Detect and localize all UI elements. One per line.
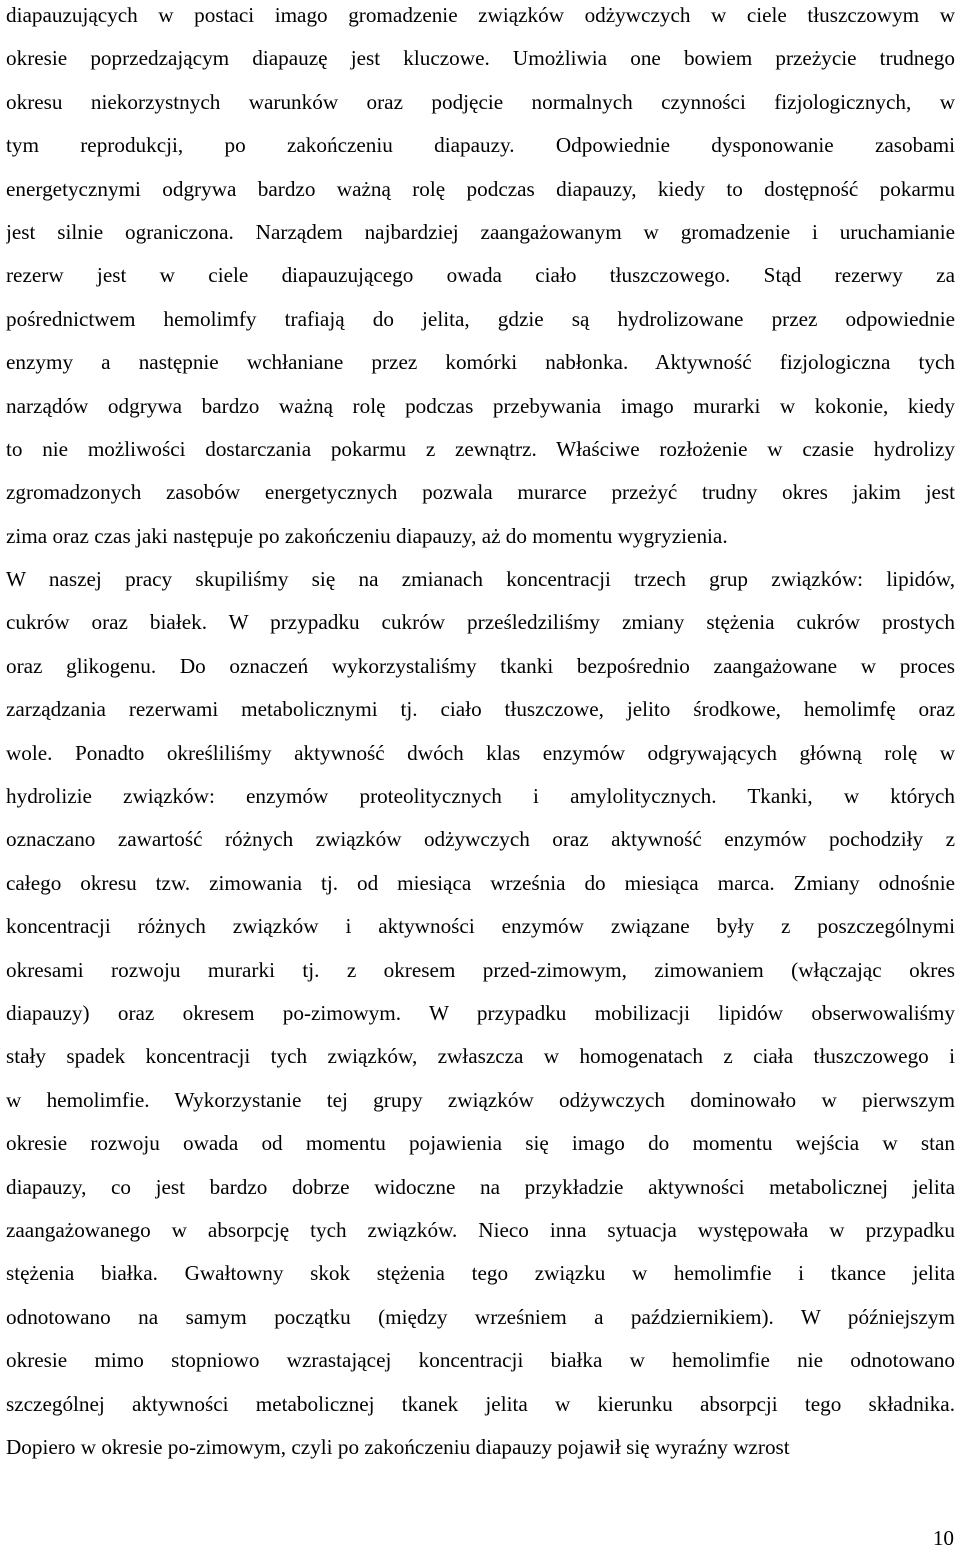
paragraph-1: [6, 0, 955, 558]
paragraph-2: [6, 558, 955, 1469]
text-line: diapauzujących w postaci imago gromadzenie związków odżywczych w ciele tłuszczowym w: [6, 3, 955, 27]
page-number: 10: [932, 1526, 954, 1550]
text-line: koncentracji różnych związków i aktywności enzymów związane były z poszczególnymi: [6, 914, 955, 939]
text-line: energetycznymi odgrywa bardzo ważną rolę podczas diapauzy, kiedy to dostępność pokarmu: [6, 176, 955, 201]
text-line: okresie mimo stopniowo wzrastającej koncentracji białka w hemolimfie nie odnotowano: [6, 1348, 955, 1373]
text-line: całego okresu tzw. zimowania tj. od miesiąca września do miesiąca marca. Zmiany odnośnie: [6, 870, 955, 895]
text-line: stały spadek koncentracji tych związków, zwłaszcza w homogenatach z ciała tłuszczowego i: [6, 1044, 955, 1069]
text-line: narządów odgrywa bardzo ważną rolę podczas przebywania imago murarki w kokonie, kiedy: [6, 393, 955, 418]
text-line: wole. Ponadto określiliśmy aktywność dwóch klas enzymów odgrywających główną rolę w: [6, 740, 955, 765]
text-line: jest silnie ograniczona. Narządem najbardziej zaangażowanym w gromadzenie i uruchamianie: [6, 219, 955, 244]
body-text: [6, 0, 955, 1469]
text-line: zarządzania rezerwami metabolicznymi tj. ciało tłuszczowe, jelito środkowe, hemolimfę oraz: [6, 697, 955, 722]
text-line: diapauzy, co jest bardzo dobrze widoczne na przykładzie aktywności metabolicznej jelita: [6, 1174, 955, 1199]
text-line: stężenia białka. Gwałtowny skok stężenia tego związku w hemolimfie i tkance jelita: [6, 1261, 955, 1286]
text-line: oznaczano zawartość różnych związków odżywczych oraz aktywność enzymów pochodziły z: [6, 827, 955, 852]
text-line: W naszej pracy skupiliśmy się na zmianach koncentracji trzech grup związków: lipidów,: [6, 567, 955, 592]
text-line: enzymy a następnie wchłaniane przez komórki nabłonka. Aktywność fizjologiczna tych: [6, 350, 955, 375]
text-line: okresu niekorzystnych warunków oraz podjęcie normalnych czynności fizjologicznych, w: [6, 89, 955, 114]
text-line: zima oraz czas jaki następuje po zakończeniu diapauzy, aż do momentu wygryzienia.: [6, 523, 728, 548]
text-line: zgromadzonych zasobów energetycznych pozwala murarce przeżyć trudny okres jakim jest: [6, 480, 955, 505]
text-line: oraz glikogenu. Do oznaczeń wykorzystaliśmy tkanki bezpośrednio zaangażowane w proces: [6, 653, 955, 678]
text-line: okresie poprzedzającym diapauzę jest kluczowe. Umożliwia one bowiem przeżycie trudnego: [6, 46, 955, 71]
text-line: okresie rozwoju owada od momentu pojawienia się imago do momentu wejścia w stan: [6, 1131, 955, 1156]
text-line: szczególnej aktywności metabolicznej tkanek jelita w kierunku absorpcji tego składnika.: [6, 1391, 955, 1416]
text-line: hydrolizie związków: enzymów proteolitycznych i amylolitycznych. Tkanki, w których: [6, 784, 955, 809]
text-line: w hemolimfie. Wykorzystanie tej grupy związków odżywczych dominowało w pierwszym: [6, 1087, 955, 1112]
text-line: tym reprodukcji, po zakończeniu diapauzy. Odpowiednie dysponowanie zasobami: [6, 133, 955, 158]
text-line: pośrednictwem hemolimfy trafiają do jelita, gdzie są hydrolizowane przez odpowiednie: [6, 306, 955, 331]
text-line: zaangażowanego w absorpcję tych związków. Nieco inna sytuacja występowała w przypadku: [6, 1217, 955, 1242]
text-line: cukrów oraz białek. W przypadku cukrów prześledziliśmy zmiany stężenia cukrów prostych: [6, 610, 955, 635]
text-line: diapauzy) oraz okresem po-zimowym. W przypadku mobilizacji lipidów obserwowaliśmy: [6, 1000, 955, 1025]
text-line: okresami rozwoju murarki tj. z okresem przed-zimowym, zimowaniem (włączając okres: [6, 957, 955, 982]
text-line: Dopiero w okresie po-zimowym, czyli po zakończeniu diapauzy pojawił się wyraźny wzrost: [6, 1434, 790, 1459]
text-line: to nie możliwości dostarczania pokarmu z zewnątrz. Właściwe rozłożenie w czasie hydrolizy: [6, 436, 955, 461]
text-line: rezerw jest w ciele diapauzującego owada ciało tłuszczowego. Stąd rezerwy za: [6, 263, 955, 288]
text-line: odnotowano na samym początku (między wrześniem a październikiem). W późniejszym: [6, 1304, 955, 1329]
